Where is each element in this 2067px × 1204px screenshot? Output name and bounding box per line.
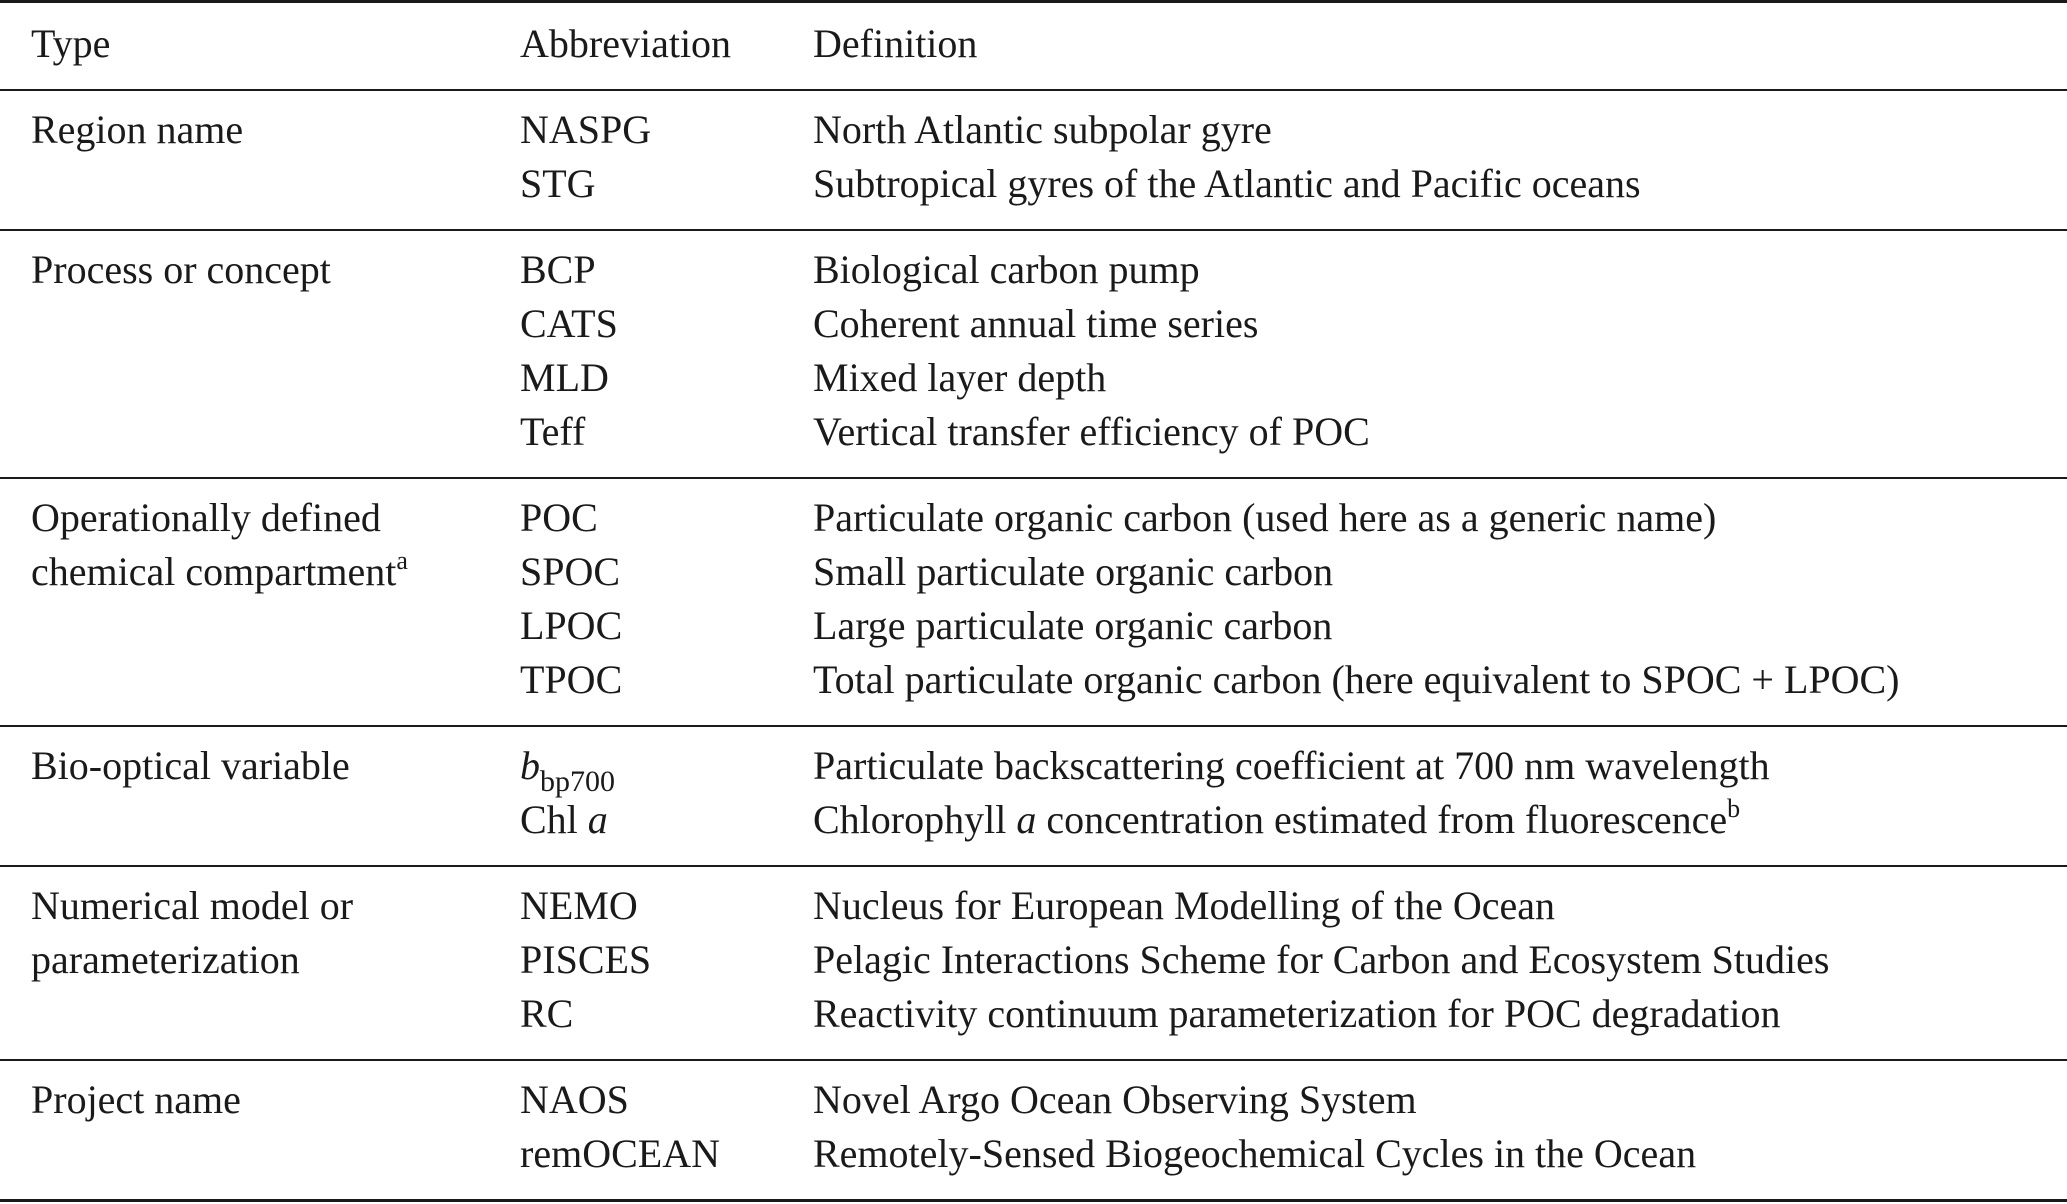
definition-suffix: concentration estimated from fluorescence [1036,797,1728,842]
definition: Vertical transfer efficiency of POC [813,409,1370,454]
table-row-project-name [0,1060,2067,1201]
abbreviation: PISCES [520,937,652,982]
definition-cell [813,90,2067,230]
footnote-marker: b [1727,794,1741,823]
definition: Novel Argo Ocean Observing System [813,1077,1417,1122]
definition: Mixed layer depth [813,355,1107,400]
definition-cell [813,1060,2067,1201]
type-label-line-2 [31,545,520,599]
definition: Biological carbon pump [813,247,1200,292]
definition: Subtropical gyres of the Atlantic and Pacific oceans [813,161,1641,206]
definition: Pelagic Interactions Scheme for Carbon and Ecosystem Studies [813,937,1830,982]
abbreviation-subscript: bp700 [540,765,615,798]
type-label: Operationally defined [31,495,381,540]
table-row-chemical-compartment [0,478,2067,726]
abbreviation: TPOC [520,657,623,702]
abbreviation-cell [520,90,813,230]
abbreviation: POC [520,495,598,540]
abbreviation: NASPG [520,107,652,152]
header-type: Type [31,21,111,66]
definition-italic: a [1016,797,1037,842]
type-label: chemical compartment [31,549,397,594]
abbreviation: LPOC [520,603,623,648]
type-cell [0,866,520,1060]
abbreviation-cell [520,866,813,1060]
definition: Large particulate organic carbon [813,603,1333,648]
definition-cell [813,726,2067,866]
type-cell [0,90,520,230]
table-header [0,2,2067,91]
definition-cell [813,866,2067,1060]
definition-prefix: Chlorophyll [813,797,1017,842]
type-label: Bio-optical variable [31,743,350,788]
header-definition: Definition [813,21,978,66]
type-label: parameterization [31,937,300,982]
abbreviation: BCP [520,247,596,292]
abbreviation-cell [520,1060,813,1201]
abbreviation: SPOC [520,549,621,594]
definition: Reactivity continuum parameterization for POC degradation [813,991,1781,1036]
abbreviation-bbp700 [520,739,813,798]
table-row-process-or-concept [0,230,2067,478]
abbreviation-chl-a [520,793,813,847]
definition: Small particulate organic carbon [813,549,1334,594]
type-cell [0,726,520,866]
type-label: Project name [31,1077,241,1122]
header-abbreviation: Abbreviation [520,21,732,66]
abbreviation: NAOS [520,1077,629,1122]
table-row-region-name [0,90,2067,230]
footnote-marker: a [396,546,408,575]
table-row-numerical-model [0,866,2067,1060]
header-row [0,2,2067,91]
abbreviation: NEMO [520,883,638,928]
abbreviation: Teff [520,409,586,454]
abbreviation-prefix: Chl [520,797,588,842]
type-label: Process or concept [31,247,331,292]
table-body [0,90,2067,1201]
abbreviation: RC [520,991,574,1036]
definition: Particulate backscattering coefficient at 700 nm wavelength [813,743,1770,788]
type-cell [0,478,520,726]
definition: Particulate organic carbon (used here as a generic name) [813,495,1717,540]
abbreviation: CATS [520,301,618,346]
definition-cell [813,478,2067,726]
definition: Total particulate organic carbon (here equivalent to SPOC + LPOC) [813,657,1900,702]
abbreviation: remOCEAN [520,1131,720,1176]
definition-cell [813,230,2067,478]
abbreviation: STG [520,161,596,206]
type-label: Numerical model or [31,883,354,928]
table-row-bio-optical-variable [0,726,2067,866]
definition: Remotely-Sensed Biogeochemical Cycles in the Ocean [813,1131,1697,1176]
abbreviation-cell [520,478,813,726]
definition: Nucleus for European Modelling of the Ocean [813,883,1555,928]
abbreviation-italic: a [587,797,608,842]
abbreviation-cell [520,726,813,866]
type-label: Region name [31,107,244,152]
definition: Coherent annual time series [813,301,1259,346]
abbreviation-symbol: b [520,743,540,788]
definition-chl-a [813,793,2067,847]
definition: North Atlantic subpolar gyre [813,107,1272,152]
type-cell [0,230,520,478]
abbreviation: MLD [520,355,609,400]
type-cell [0,1060,520,1201]
abbreviation-cell [520,230,813,478]
